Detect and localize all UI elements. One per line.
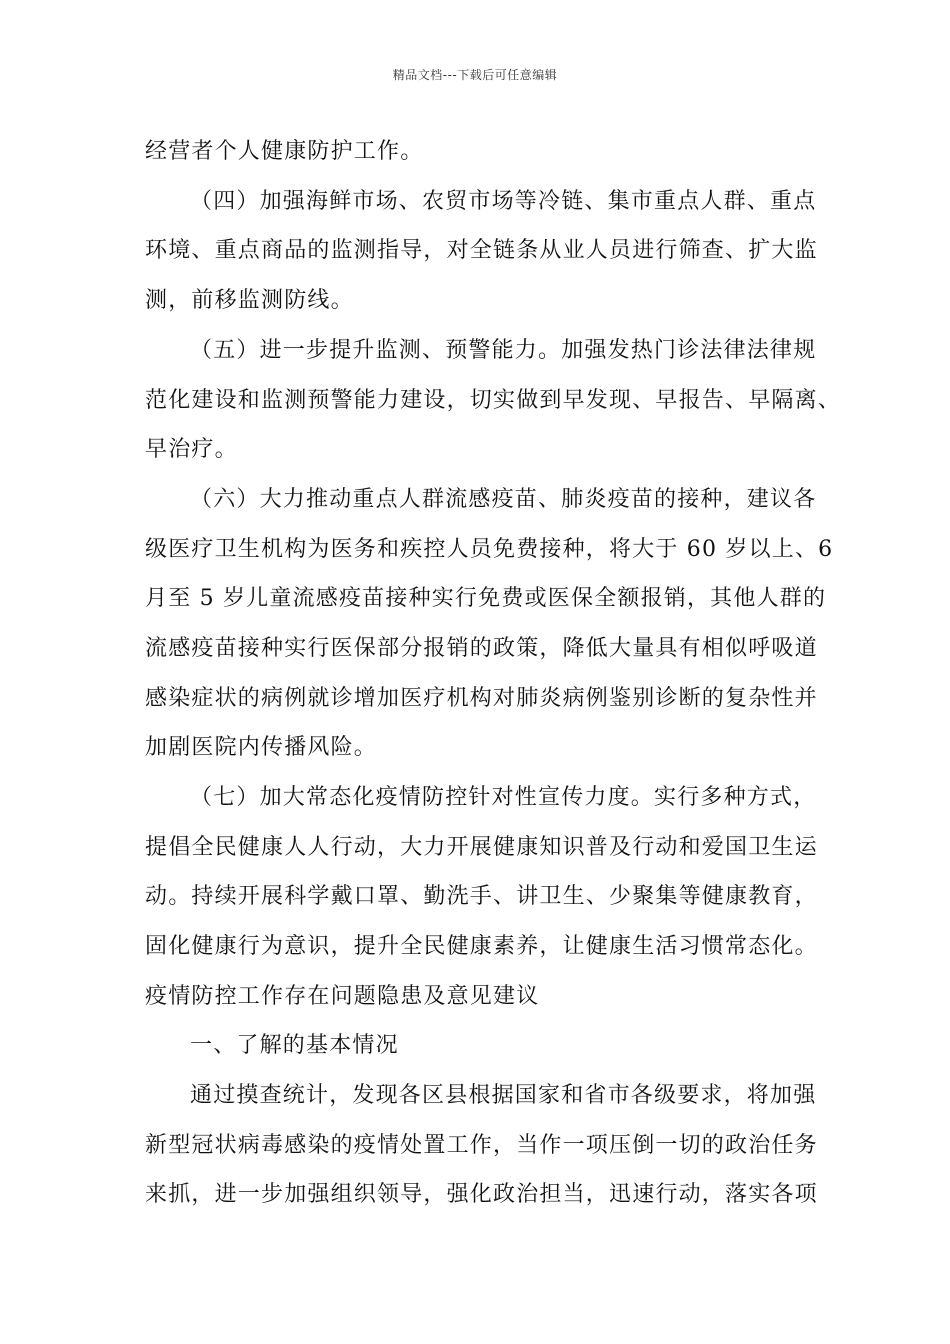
text-line: 范化建设和监测预警能力建设，切实做到早发现、早报告、早隔离、 [145, 388, 842, 413]
text-line: （四）加强海鲜市场、农贸市场等冷链、集市重点人群、重点 [190, 189, 817, 214]
text-line: （五）进一步提升监测、预警能力。加强发热门诊法律法律规 [190, 338, 817, 363]
text-line: 级医疗卫生机构为医务和疾控人员免费接种，将大于 60 岁以上、6 [145, 537, 834, 562]
text-line: 通过摸查统计，发现各区县根据国家和省市各级要求，将加强 [190, 1083, 817, 1108]
text-line: 测，前移监测防线。 [145, 288, 354, 313]
text-line: （七）加大常态化疫情防控针对性宣传力度。实行多种方式， [190, 785, 817, 810]
text-line: 提倡全民健康人人行动，大力开展健康知识普及行动和爱国卫生运 [145, 835, 818, 860]
page-header: 精品文档---下载后可任意编辑 [392, 68, 558, 82]
text-line: 环境、重点商品的监测指导，对全链条从业人员进行筛查、扩大监 [145, 238, 818, 263]
text-line: 月至 5 岁儿童流感疫苗接种实行免费或医保全额报销，其他人群的 [145, 586, 827, 611]
text-line: （六）大力推动重点人群流感疫苗、肺炎疫苗的接种，建议各 [190, 487, 817, 512]
subsection-heading: 一、了解的基本情况 [190, 1033, 399, 1058]
text-line: 加剧医院内传播风险。 [145, 735, 378, 760]
text-line: 动。持续开展科学戴口罩、勤洗手、讲卫生、少聚集等健康教育， [145, 884, 818, 909]
text-line: 流感疫苗接种实行医保部分报销的政策，降低大量具有相似呼吸道 [145, 636, 818, 661]
text-line: 来抓，进一步加强组织领导，强化政治担当，迅速行动，落实各项 [145, 1182, 818, 1207]
text-line: 感染症状的病例就诊增加医疗机构对肺炎病例鉴别诊断的复杂性并 [145, 686, 818, 711]
text-line: 固化健康行为意识，提升全民健康素养，让健康生活习惯常态化。 [145, 934, 818, 959]
text-line: 早治疗。 [145, 437, 238, 462]
text-line: 新型冠状病毒感染的疫情处置工作，当作一项压倒一切的政治任务 [145, 1133, 818, 1158]
section-heading: 疫情防控工作存在问题隐患及意见建议 [145, 984, 540, 1009]
text-line: 经营者个人健康防护工作。 [145, 139, 424, 164]
